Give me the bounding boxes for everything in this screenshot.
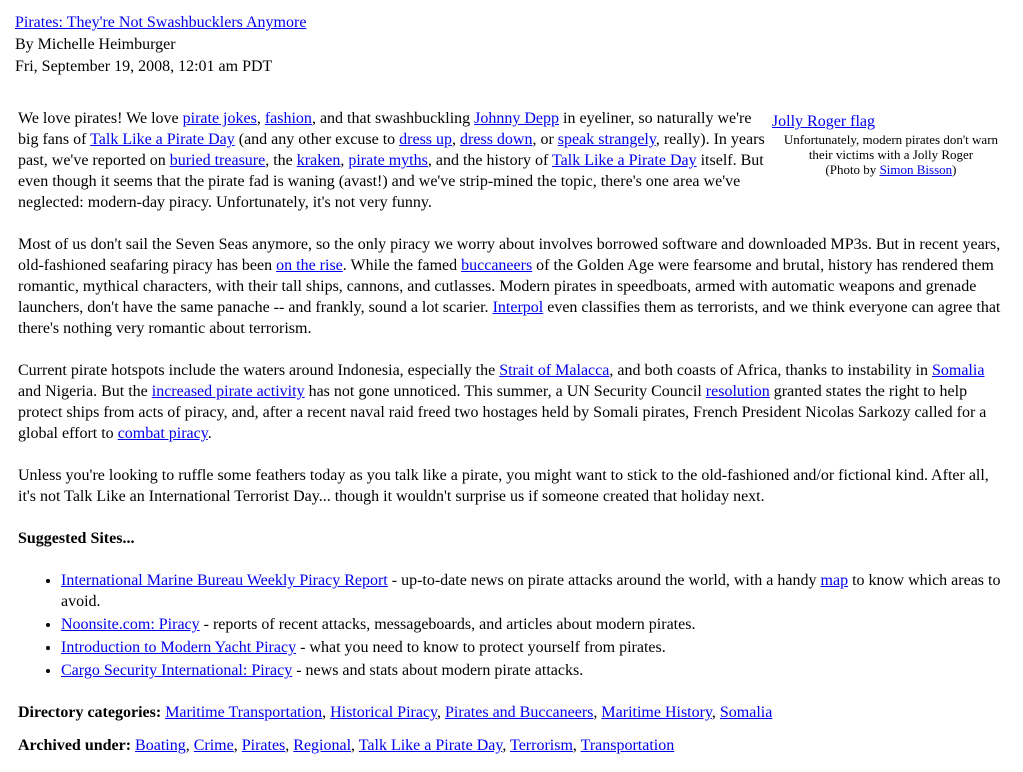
link-buried-treasure[interactable]: buried treasure — [169, 152, 266, 169]
archived-under — [18, 735, 1010, 756]
link-combat-piracy[interactable]: combat piracy — [117, 425, 208, 442]
paragraph-4: Unless you're looking to ruffle some feathers today as you talk like a pirate, you might want to stick to the old-fashioned and/or fictional kind. After all, it's not Talk Like an International Terrorist Day... though it wouldn't surprise us if someone created that holiday next. — [18, 467, 989, 505]
text: Most of us don't sail the Seven Seas anymore, so the only piracy we worry about involves borrowed software and downloaded MP3s. But in recent years, old-fashioned seafaring piracy has been — [18, 236, 1001, 274]
article-title-link[interactable]: Pirates: They're Not Swashbucklers Anymore — [15, 14, 307, 31]
list-item — [61, 614, 1010, 635]
text: Current pirate hotspots include the waters around Indonesia, especially the — [18, 362, 500, 379]
link-on-the-rise[interactable]: on the rise — [276, 257, 343, 274]
text: , and that swashbuckling — [311, 110, 475, 127]
separator: , — [322, 704, 331, 721]
link-cargo-security[interactable]: Cargo Security International: Piracy — [61, 662, 293, 679]
link-increased-pirate-activity[interactable]: increased pirate activity — [151, 383, 305, 400]
text: . — [207, 425, 212, 442]
intro-row — [18, 108, 1010, 213]
text: , and the history of — [427, 152, 552, 169]
link-map[interactable]: map — [820, 572, 849, 589]
separator: , — [185, 737, 194, 754]
article-header — [15, 12, 995, 78]
link-talk-like-pirate-day[interactable]: Talk Like a Pirate Day — [90, 131, 235, 148]
separator: , — [502, 737, 511, 754]
text: , — [340, 152, 349, 169]
paragraph-1 — [18, 108, 772, 213]
link-dress-up[interactable]: dress up — [399, 131, 453, 148]
archived-label: Archived under: — [18, 737, 132, 754]
photo-credit-link[interactable]: Simon Bisson — [879, 162, 953, 177]
archive-link[interactable]: Pirates — [241, 737, 286, 754]
link-dress-down[interactable]: dress down — [460, 131, 533, 148]
photo-box — [772, 108, 1010, 213]
paragraph-2 — [18, 234, 1010, 339]
text: and Nigeria. But the — [18, 383, 152, 400]
paragraph-3 — [18, 360, 1010, 444]
link-pirate-jokes[interactable]: pirate jokes — [182, 110, 257, 127]
suggested-sites-heading: Suggested Sites... — [18, 530, 135, 547]
text: , or — [532, 131, 558, 148]
list-item — [61, 660, 1010, 681]
text: , really). In years past, we've reported on — [18, 131, 765, 169]
credit-prefix: (Photo by — [825, 162, 880, 177]
publish-date: Fri, September 19, 2008, 12:01 am PDT — [15, 58, 273, 75]
link-noonsite-piracy[interactable]: Noonsite.com: Piracy — [61, 616, 200, 633]
separator: , — [233, 737, 242, 754]
link-somalia[interactable]: Somalia — [931, 362, 985, 379]
link-pirate-myths[interactable]: pirate myths — [348, 152, 428, 169]
link-resolution[interactable]: resolution — [705, 383, 770, 400]
text: - what you need to know to protect yourself from pirates. — [296, 639, 666, 656]
text: in eyeliner, so naturally we're big fans of — [18, 110, 752, 148]
link-interpol[interactable]: Interpol — [492, 299, 544, 316]
suggested-sites-list — [18, 570, 1010, 681]
caption-text: Unfortunately, modern pirates don't warn their victims with a Jolly Roger — [783, 132, 999, 162]
archive-link[interactable]: Talk Like a Pirate Day — [358, 737, 503, 754]
archive-link[interactable]: Terrorism — [510, 737, 573, 754]
separator: , — [351, 737, 359, 754]
list-item — [61, 570, 1010, 612]
link-strait-of-malacca[interactable]: Strait of Malacca — [499, 362, 610, 379]
text: , — [256, 110, 265, 127]
text: , — [452, 131, 461, 148]
separator: , — [437, 704, 446, 721]
photo-caption — [772, 132, 1010, 177]
credit-suffix: ) — [952, 162, 957, 177]
text: granted states the right to help protect ships from acts of piracy, and, after a recent naval raid freed two hostages held by Somali pirates, French President Nicolas Sarkozy called for a global effort to — [18, 383, 987, 442]
category-link[interactable]: Historical Piracy — [330, 704, 438, 721]
directory-categories — [18, 702, 1010, 723]
text: - up-to-date news on pirate attacks around the world, with a handy — [387, 572, 821, 589]
text: - news and stats about modern pirate attacks. — [292, 662, 584, 679]
category-link[interactable]: Maritime Transportation — [165, 704, 323, 721]
separator: , — [285, 737, 294, 754]
link-imb-piracy-report[interactable]: International Marine Bureau Weekly Piracy Report — [61, 572, 388, 589]
archive-link[interactable]: Crime — [193, 737, 234, 754]
link-speak-strangely[interactable]: speak strangely — [557, 131, 656, 148]
archive-link[interactable]: Transportation — [580, 737, 675, 754]
text: itself. But even though it seems that the pirate fad is waning (avast!) and we've strip-mined the topic, there's one area we've neglected: modern-day piracy. Unfortunately, it's not very funny. — [18, 152, 764, 211]
link-talk-like-pirate-day-2[interactable]: Talk Like a Pirate Day — [552, 152, 697, 169]
link-yacht-piracy[interactable]: Introduction to Modern Yacht Piracy — [61, 639, 297, 656]
text: to know which areas to avoid. — [61, 572, 1001, 610]
link-buccaneers[interactable]: buccaneers — [461, 257, 533, 274]
byline: By Michelle Heimburger — [15, 36, 176, 53]
text: , the — [265, 152, 297, 169]
text: . While the famed — [342, 257, 462, 274]
separator: , — [572, 737, 581, 754]
article-body — [18, 108, 1010, 768]
category-link[interactable]: Pirates and Buccaneers — [445, 704, 594, 721]
text: , and both coasts of Africa, thanks to instability in — [609, 362, 932, 379]
text: even classifies them as terrorists, and we think everyone can agree that there's nothing very romantic about terrorism. — [18, 299, 1001, 337]
text: of the Golden Age were fearsome and brutal, history has rendered them romantic, mythical characters, with their tall ships, cannons, and cutlasses. Modern pirates in speedboats, armed with automatic weapons and grenade launchers, don't have the same panache -- and frankly, sound a lot scarier. — [18, 257, 994, 316]
link-johnny-depp[interactable]: Johnny Depp — [474, 110, 560, 127]
directory-label: Directory categories: — [18, 704, 162, 721]
category-link[interactable]: Somalia — [719, 704, 773, 721]
list-item — [61, 637, 1010, 658]
separator: , — [593, 704, 602, 721]
link-kraken[interactable]: kraken — [296, 152, 341, 169]
link-fashion[interactable]: fashion — [264, 110, 312, 127]
archive-link[interactable]: Regional — [293, 737, 352, 754]
archive-link[interactable]: Boating — [135, 737, 186, 754]
text: has not gone unnoticed. This summer, a UN Security Council — [304, 383, 706, 400]
text: - reports of recent attacks, messageboards, and articles about modern pirates. — [199, 616, 696, 633]
text: We love pirates! We love — [18, 110, 183, 127]
photo-title-link[interactable]: Jolly Roger flag — [771, 113, 876, 130]
category-link[interactable]: Maritime History — [601, 704, 712, 721]
separator: , — [711, 704, 720, 721]
text: (and any other excuse to — [234, 131, 400, 148]
